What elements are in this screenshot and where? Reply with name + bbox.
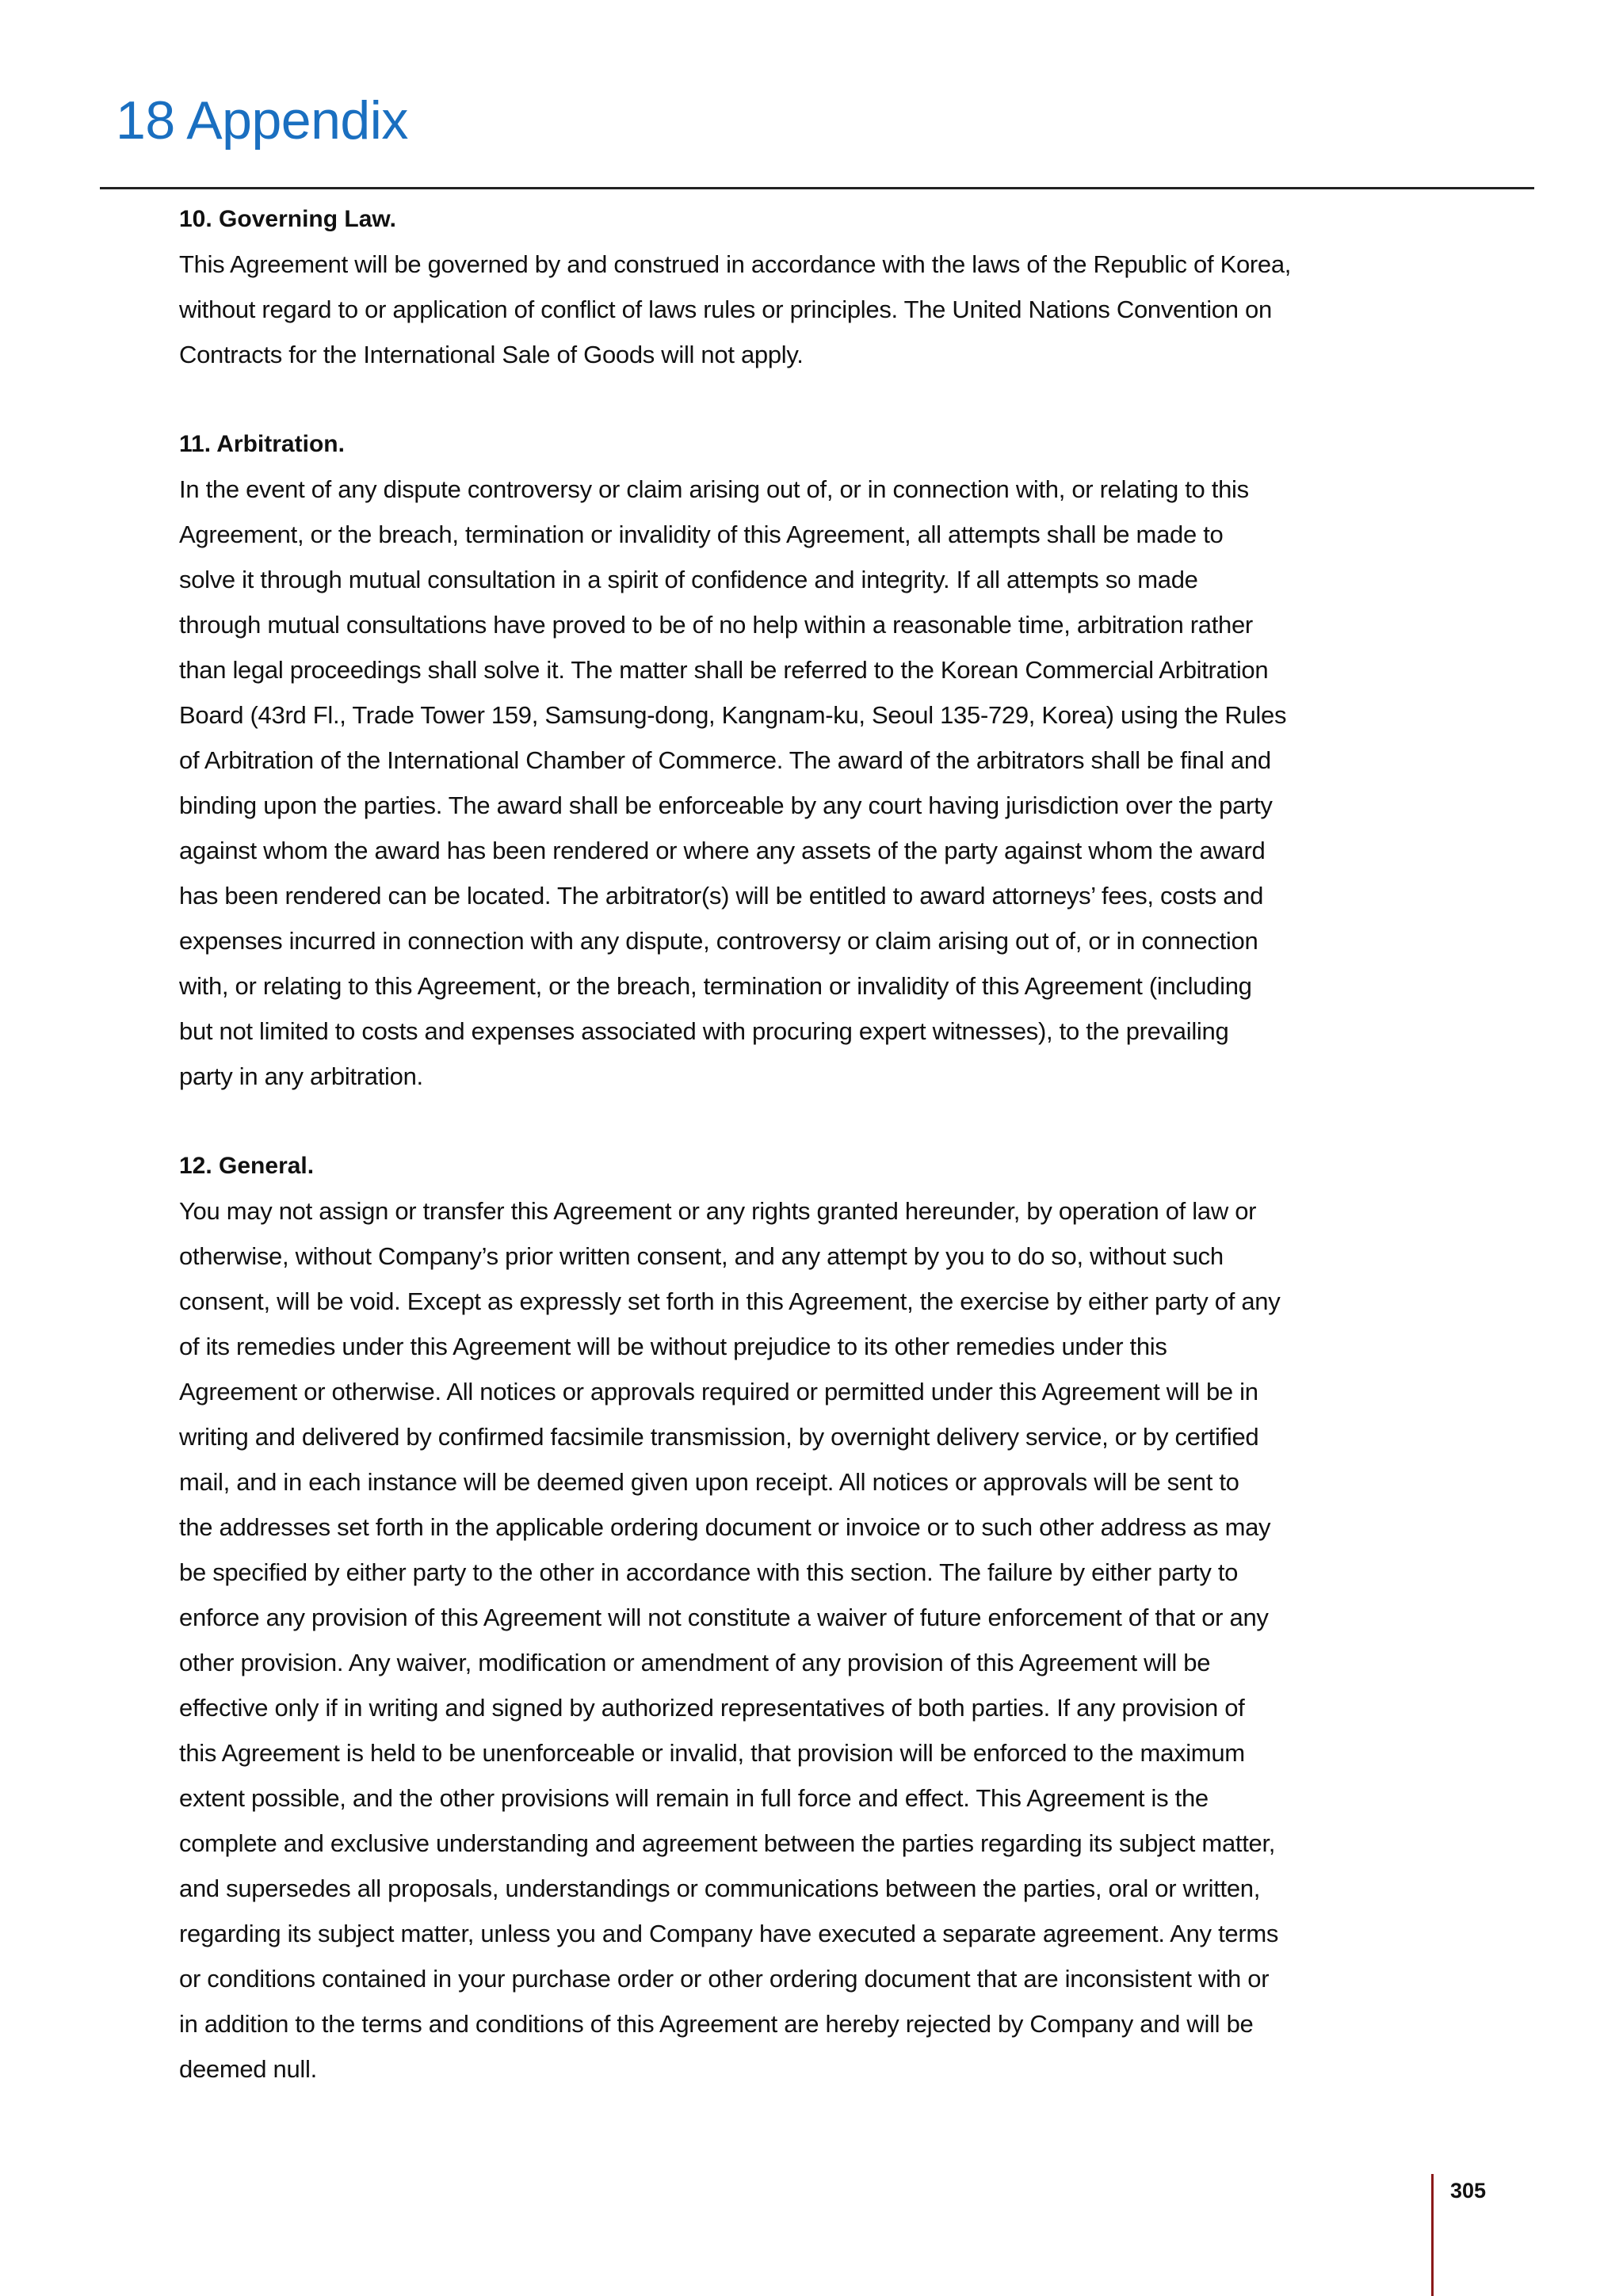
section-general	[179, 1143, 1447, 2092]
text-line: consent, will be void. Except as expressly set forth in this Agreement, the exercise by either party of any	[179, 1287, 1281, 1315]
section-governing-law	[179, 196, 1447, 377]
title-divider	[100, 187, 1534, 189]
text-line: expenses incurred in connection with any dispute, controversy or claim arising out of, or in connection	[179, 927, 1258, 955]
text-line: without regard to or application of conflict of laws rules or principles. The United Nations Convention on	[179, 296, 1272, 323]
section-paragraph	[179, 467, 1447, 1099]
text-line: party in any arbitration.	[179, 1062, 423, 1090]
text-line: of Arbitration of the International Chamber of Commerce. The award of the arbitrators shall be final and	[179, 746, 1271, 774]
text-line: otherwise, without Company’s prior written consent, and any attempt by you to do so, without such	[179, 1242, 1224, 1270]
text-line: and supersedes all proposals, understandings or communications between the parties, oral or written,	[179, 1875, 1261, 1902]
text-line: extent possible, and the other provisions will remain in full force and effect. This Agreement is the	[179, 1784, 1209, 1812]
text-line: Board (43rd Fl., Trade Tower 159, Samsung-dong, Kangnam-ku, Seoul 135-729, Korea) using the Rules	[179, 701, 1287, 729]
text-line: in addition to the terms and conditions of this Agreement are hereby rejected by Company and will be	[179, 2010, 1254, 2038]
text-line: through mutual consultations have proved to be of no help within a reasonable time, arbitration rather	[179, 611, 1253, 639]
text-line: this Agreement is held to be unenforceable or invalid, that provision will be enforced to the maximum	[179, 1739, 1245, 1767]
text-line: solve it through mutual consultation in a spirit of confidence and integrity. If all attempts so made	[179, 566, 1198, 593]
footer-divider	[1431, 2174, 1434, 2296]
section-heading: 12. General.	[179, 1153, 315, 1179]
text-line: or conditions contained in your purchase order or other ordering document that are inconsistent with or	[179, 1965, 1270, 1993]
text-line: complete and exclusive understanding and agreement between the parties regarding its subject matter,	[179, 1829, 1276, 1857]
text-line: Agreement or otherwise. All notices or approvals required or permitted under this Agreement will be in	[179, 1378, 1258, 1405]
text-line: This Agreement will be governed by and construed in accordance with the laws of the Republic of Korea,	[179, 250, 1292, 278]
text-line: effective only if in writing and signed by authorized representatives of both parties. If any provision of	[179, 1694, 1245, 1722]
text-line: enforce any provision of this Agreement will not constitute a waiver of future enforcement of that or any	[179, 1604, 1269, 1631]
text-line: has been rendered can be located. The arbitrator(s) will be entitled to award attorneys’ fees, costs and	[179, 882, 1264, 910]
text-line: of its remedies under this Agreement will be without prejudice to its other remedies under this	[179, 1333, 1167, 1360]
section-heading: 11. Arbitration.	[179, 431, 345, 457]
text-line: Agreement, or the breach, termination or invalidity of this Agreement, all attempts shall be made to	[179, 521, 1224, 548]
text-line: writing and delivered by confirmed facsimile transmission, by overnight delivery service, or by certified	[179, 1423, 1259, 1451]
page-number: 305	[1450, 2179, 1487, 2203]
text-line: You may not assign or transfer this Agreement or any rights granted hereunder, by operation of law or	[179, 1197, 1257, 1225]
text-line: be specified by either party to the other in accordance with this section. The failure by either party to	[179, 1558, 1239, 1586]
section-heading: 10. Governing Law.	[179, 206, 396, 232]
text-line: regarding its subject matter, unless you and Company have executed a separate agreement. Any terms	[179, 1920, 1279, 1947]
section-paragraph	[179, 1188, 1447, 2092]
page-title: 18 Appendix	[116, 90, 408, 151]
section-paragraph	[179, 242, 1447, 377]
text-line: the addresses set forth in the applicable ordering document or invoice or to such other address as may	[179, 1513, 1271, 1541]
text-line: deemed null.	[179, 2055, 317, 2083]
text-line: but not limited to costs and expenses associated with procuring expert witnesses), to the prevailing	[179, 1017, 1229, 1045]
text-line: Contracts for the International Sale of Goods will not apply.	[179, 341, 804, 368]
text-line: mail, and in each instance will be deemed given upon receipt. All notices or approvals will be sent to	[179, 1468, 1239, 1496]
text-line: with, or relating to this Agreement, or the breach, termination or invalidity of this Agreement (including	[179, 972, 1252, 1000]
text-line: other provision. Any waiver, modification or amendment of any provision of this Agreement will be	[179, 1649, 1211, 1676]
document-body	[179, 196, 1447, 2136]
section-arbitration	[179, 421, 1447, 1099]
text-line: than legal proceedings shall solve it. The matter shall be referred to the Korean Commercial Arbitration	[179, 656, 1269, 684]
text-line: binding upon the parties. The award shall be enforceable by any court having jurisdiction over the party	[179, 791, 1273, 819]
text-line: In the event of any dispute controversy or claim arising out of, or in connection with, or relating to this	[179, 475, 1249, 503]
text-line: against whom the award has been rendered or where any assets of the party against whom the award	[179, 837, 1266, 864]
